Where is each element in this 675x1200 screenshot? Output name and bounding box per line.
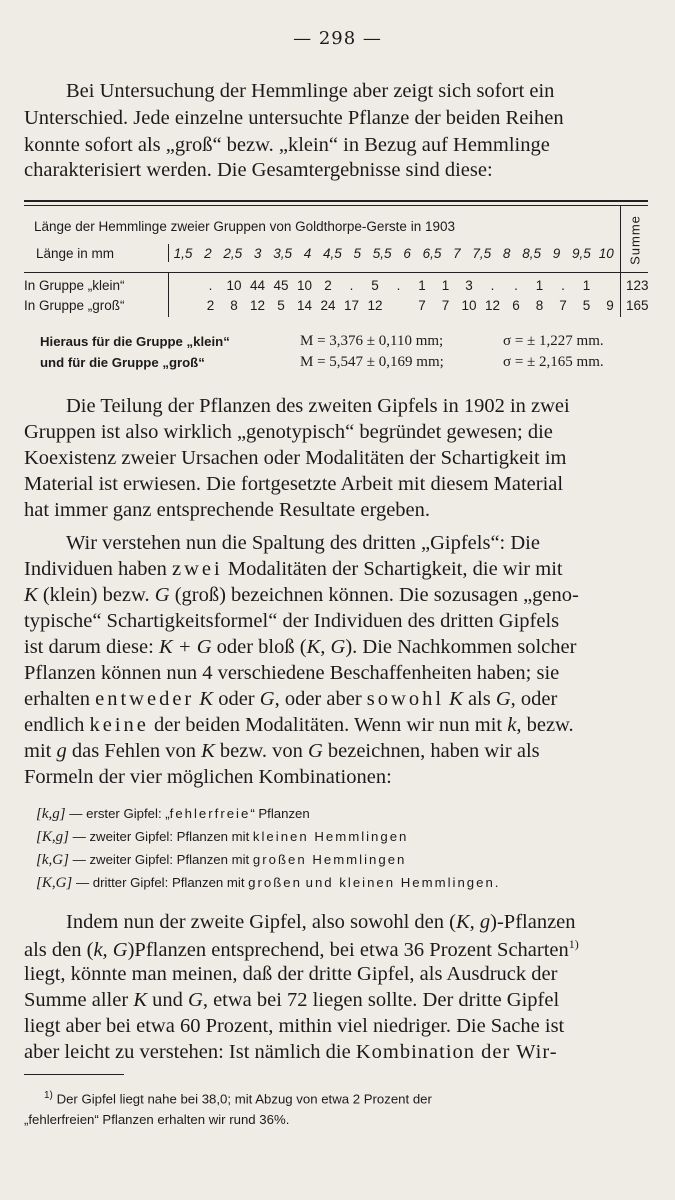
para3-line-1: Wir verstehen nun die Spaltung des dritten „Gipfels“: Die (66, 532, 540, 554)
length-value: 4,5 (323, 246, 342, 261)
length-value: 9,5 (572, 246, 591, 261)
table-cell: 14 (296, 298, 313, 313)
para3-line-10: Formeln der vier möglichen Kombinationen: (24, 766, 392, 788)
table-cell: 5 (582, 298, 591, 313)
intro-line-3: konnte sofort als „groß“ bezw. „klein“ in Bezug auf Hemmlinge (24, 134, 550, 156)
intro-line-2: Unterschied. Jede einzelne untersuchte Pflanze der beiden Reihen (24, 107, 564, 129)
table-cell: 8 (535, 298, 544, 313)
length-value: 4 (303, 246, 312, 261)
table-cell: . (208, 278, 213, 293)
stats-label-gross: und für die Gruppe „groß“ (40, 355, 205, 370)
table-cell: . (349, 278, 354, 293)
summe-header: Summe (627, 215, 643, 265)
para3-line-6: Pflanzen können nun 4 verschiedene Beschaffenheiten haben; sie (24, 662, 560, 684)
length-value: 3 (253, 246, 262, 261)
stats-mean-klein: M = 3,376 ± 0,110 mm; (300, 333, 444, 349)
table-cell: 1 (441, 278, 450, 293)
table-cell: 1 (535, 278, 544, 293)
length-value: 2,5 (223, 246, 243, 261)
para3-line-8: endlich keine der beiden Modalitäten. Wenn wir nun mit k, bezw. (24, 714, 574, 736)
length-value: 3,5 (273, 246, 292, 261)
para4-line-5: liegt aber bei etwa 60 Prozent, mithin viel niedriger. Die Sache ist (24, 1015, 565, 1037)
length-value: 7,5 (472, 246, 492, 261)
length-value: 5,5 (372, 246, 392, 261)
table-cell: 12 (367, 298, 383, 313)
para4-line-3: liegt, könnte man meinen, daß der dritte Gipfel, als Ausdruck der (24, 963, 558, 985)
table-cell: . (561, 278, 565, 293)
table-cell: 10 (296, 278, 313, 293)
table-cell: . (396, 278, 401, 293)
length-value: 6 (403, 246, 411, 261)
footnote-line-2: „fehlerfreien“ Pflanzen erhalten wir rund 36%. (24, 1112, 290, 1127)
stats-label-klein: Hieraus für die Gruppe „klein“ (40, 334, 230, 349)
length-label: Länge in mm (36, 246, 115, 261)
table-cell: 2 (324, 278, 332, 293)
para3-line-3: K (klein) bezw. G (groß) bezeichnen können. Die sozusagen „geno- (24, 584, 579, 606)
para4-line-6: aber leicht zu verstehen: Ist nämlich die Kombination der Wir- (24, 1041, 558, 1063)
table-cell: 1 (418, 278, 426, 293)
stats-mean-gross: M = 5,547 ± 0,169 mm; (300, 354, 444, 370)
row-sum-klein: 123 (626, 278, 649, 293)
footnote-line-1: $^{1)}$ Der Gipfel liegt nahe bei 38,0; mit Abzug von etwa 2 Prozent der (44, 1090, 432, 1107)
para3-line-2: Individuen haben zwei Modalitäten der Schartigkeit, die wir mit (24, 558, 563, 580)
table-cell: 24 (320, 298, 336, 313)
para2-line-4: Material ist erwiesen. Die fortgesetzte Arbeit mit diesem Material (24, 473, 564, 495)
para2-line-5: hat immer ganz entsprechende Resultate ergeben. (24, 499, 431, 521)
intro-line-1: Bei Untersuchung der Hemmlinge aber zeigt sich sofort ein (66, 80, 555, 102)
stats-sigma-gross: σ = ± 2,165 mm. (503, 354, 604, 370)
table-cell: 2 (206, 298, 215, 313)
combo-4: [K,G] — dritter Gipfel: Pflanzen mit großen und kleinen Hemmlingen. (36, 875, 499, 891)
table-cell: 7 (441, 298, 450, 313)
length-value: 10 (598, 246, 614, 261)
table-cell: 7 (418, 298, 426, 313)
para3-line-7: erhalten entweder K oder G, oder aber sowohl K als G, oder (24, 688, 558, 710)
para2-line-1: Die Teilung der Pflanzen des zweiten Gipfels in 1902 in zwei (66, 395, 570, 417)
table-header-rule (24, 272, 648, 273)
table-cell: 45 (273, 278, 289, 293)
page-number: — 298 — (293, 28, 382, 49)
table-top-rule-thin (24, 205, 648, 206)
para4-line-2: als den (k, G)Pflanzen entsprechend, bei etwa 36 Prozent Scharten$^{1)}$ (24, 937, 579, 961)
length-value: 5 (353, 246, 362, 261)
table-cell: . (514, 278, 518, 293)
table-cell: 5 (277, 298, 285, 313)
row-label-gross: In Gruppe „groß“ (24, 298, 125, 313)
table-cell: 10 (461, 298, 477, 313)
table-top-rule (24, 200, 648, 202)
table-cell: 12 (484, 298, 501, 313)
table-cell: 17 (343, 298, 360, 313)
table-cell: . (490, 278, 495, 293)
table-cell: 1 (582, 278, 591, 293)
length-value: 9 (552, 246, 561, 261)
para2-line-3: Koexistenz zweier Ursachen oder Modalitäten der Schartigkeit im (24, 447, 567, 469)
para4-line-1: Indem nun der zweite Gipfel, also sowohl den (K, g)-Pflanzen (66, 911, 576, 933)
para3-line-4: typische“ Schartigkeitsformel“ der Individuen des dritten Gipfels (24, 610, 560, 632)
intro-line-4: charakterisiert werden. Die Gesamtergebnisse sind diese: (24, 159, 493, 181)
table-cell: 12 (249, 298, 266, 313)
table-cell: 44 (249, 278, 266, 293)
table-title: Länge der Hemmlinge zweier Gruppen von Goldthorpe-Gerste in 1903 (34, 219, 455, 234)
combo-3: [k,G] — zweiter Gipfel: Pflanzen mit großen Hemmlingen (36, 852, 407, 868)
combo-1: [k,g] — erster Gipfel: „fehlerfreie“ Pflanzen (36, 806, 310, 822)
summe-divider (620, 205, 621, 275)
length-divider (168, 244, 169, 262)
stats-sigma-klein: σ = ± 1,227 mm. (503, 333, 604, 349)
length-value: 8 (502, 246, 511, 261)
para3-line-9: mit g das Fehlen von K bezw. von G bezeichnen, haben wir als (24, 740, 540, 762)
table-cell: 3 (465, 278, 473, 293)
length-value: 1,5 (173, 246, 193, 261)
para2-line-2: Gruppen ist also wirklich „genotypisch“ begründet gewesen; die (24, 421, 553, 443)
length-value: 6,5 (422, 246, 442, 261)
table-cell: 9 (606, 298, 614, 313)
combo-2: [K,g] — zweiter Gipfel: Pflanzen mit kleinen Hemmlingen (36, 829, 409, 845)
length-value: 8,5 (522, 246, 541, 261)
row-label-klein: In Gruppe „klein“ (24, 278, 125, 293)
row-sum-gross: 165 (626, 298, 649, 313)
table-cell: 8 (230, 298, 238, 313)
footnote-rule (24, 1074, 124, 1075)
table-cell: 6 (512, 298, 520, 313)
table-cell: 5 (371, 278, 379, 293)
table-cell: 10 (226, 278, 242, 293)
para4-line-4: Summe aller K und G, etwa bei 72 liegen sollte. Der dritte Gipfel (24, 989, 560, 1011)
table-cell: 7 (559, 298, 567, 313)
para3-line-5: ist darum diese: K + G oder bloß (K, G). Die Nachkommen solcher (24, 636, 577, 658)
length-value: 7 (453, 246, 461, 261)
row-label-divider (168, 273, 169, 317)
length-value: 2 (204, 246, 212, 261)
